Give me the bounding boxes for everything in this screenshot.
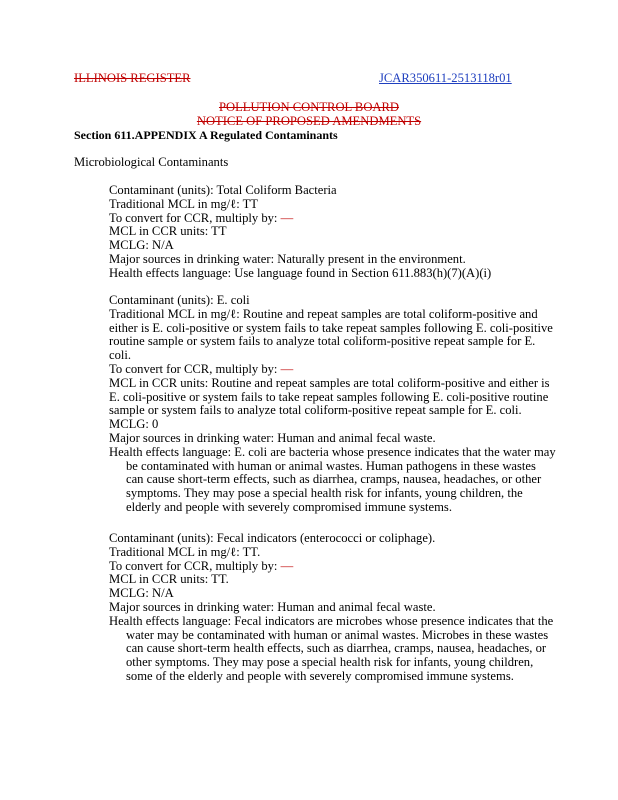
b2-line-11: Major sources in drinking water: Human and animal fecal waste. [109,430,436,445]
b1-convert-label: To convert for CCR, multiply by: [109,210,278,225]
b3-line-3 [109,560,594,574]
b1-line-7: Health effects language: Use language found in Section 611.883(h)(7)(A)(i) [109,265,492,280]
b2-line-5: coli. [109,348,132,363]
contaminant-block-1 [109,184,594,281]
b3-line-2: Traditional MCL in mg/ℓ: TT. [109,544,261,559]
b2-convert-label: To convert for CCR, multiply by: [109,361,278,376]
b3-convert-dash: — [280,558,294,573]
b3-line-4: MCL in CCR units: TT. [109,572,229,587]
b3-line-1: Contaminant (units): Fecal indicators (enterococci or coliphage). [109,531,436,545]
b3-line-7: Health effects language: Fecal indicators are microbes whose presence indicates that the [109,613,554,628]
b2-line-8: E. coli-positive or system fails to take repeat samples following E. coli-positive routine [109,389,549,404]
b2-line-12: Health effects language: E. coli are bacteria whose presence indicates that the water may [109,444,556,459]
b3-line-5: MCLG: N/A [109,586,174,601]
b3-line-8: water may be contaminated with human or animal wastes. Microbes in these wastes [126,627,549,642]
b2-line-14: can cause short-term effects, such as diarrhea, cramps, nausea, headaches, or other [126,472,542,487]
b1-line-5: MCLG: N/A [109,238,174,253]
header-title-2: NOTICE OF PROPOSED AMENDMENTS [196,114,422,128]
header-title-1: POLLUTION CONTROL BOARD [218,100,400,114]
b1-line-6: Major sources in drinking water: Naturally present in the environment. [109,251,466,266]
b2-line-4: routine sample or system fails to analyze total coliform-positive repeat sample for E. [109,334,536,349]
b2-line-1: Contaminant (units): E. coli [109,293,250,307]
contaminant-block-3 [109,532,594,684]
b3-line-9: can cause short-term health effects, such as diarrhea, cramps, nausea, headaches, or [126,641,547,656]
b3-line-11: some of the elderly and people with severely compromised immune systems. [126,668,514,683]
header-left: ILLINOIS REGISTER [74,71,191,85]
b2-line-3: either is E. coli-positive or system fails to take repeat samples following E. coli-positive [109,320,553,335]
b1-convert-dash: — [280,210,294,225]
b1-line-3 [109,212,594,226]
b2-line-7: MCL in CCR units: Routine and repeat samples are total coliform-positive and either is [109,375,550,390]
b2-convert-dash: — [280,361,294,376]
b2-line-13: be contaminated with human or animal wastes. Human pathogens in these wastes [126,458,536,473]
b3-convert-label: To convert for CCR, multiply by: [109,558,278,573]
category-title: Microbiological Contaminants [74,155,229,169]
b3-line-6: Major sources in drinking water: Human and animal fecal waste. [109,599,436,614]
b1-line-4: MCL in CCR units: TT [109,224,227,239]
b2-line-6 [109,363,594,377]
b1-line-1: Contaminant (units): Total Coliform Bacteria [109,183,337,197]
contaminant-block-2 [109,294,594,515]
b3-line-10: other symptoms. They may pose a special health risk for infants, young children, [126,655,534,670]
b2-line-15: symptoms. They may pose a special health risk for infants, young children, the [126,486,523,501]
b2-line-10: MCLG: 0 [109,417,159,432]
section-title: Section 611.APPENDIX A Regulated Contaminants [74,128,338,142]
b2-line-16: elderly and people with severely compromised immune systems. [126,499,452,514]
b2-line-9: sample or system fails to analyze total coliform-positive repeat sample for E. coli. [109,403,522,418]
b1-line-2: Traditional MCL in mg/ℓ: TT [109,196,259,211]
header-right-link[interactable]: JCAR350611-2513118r01 [379,71,512,85]
b2-line-2: Traditional MCL in mg/ℓ: Routine and repeat samples are total coliform-positive and [109,306,538,321]
